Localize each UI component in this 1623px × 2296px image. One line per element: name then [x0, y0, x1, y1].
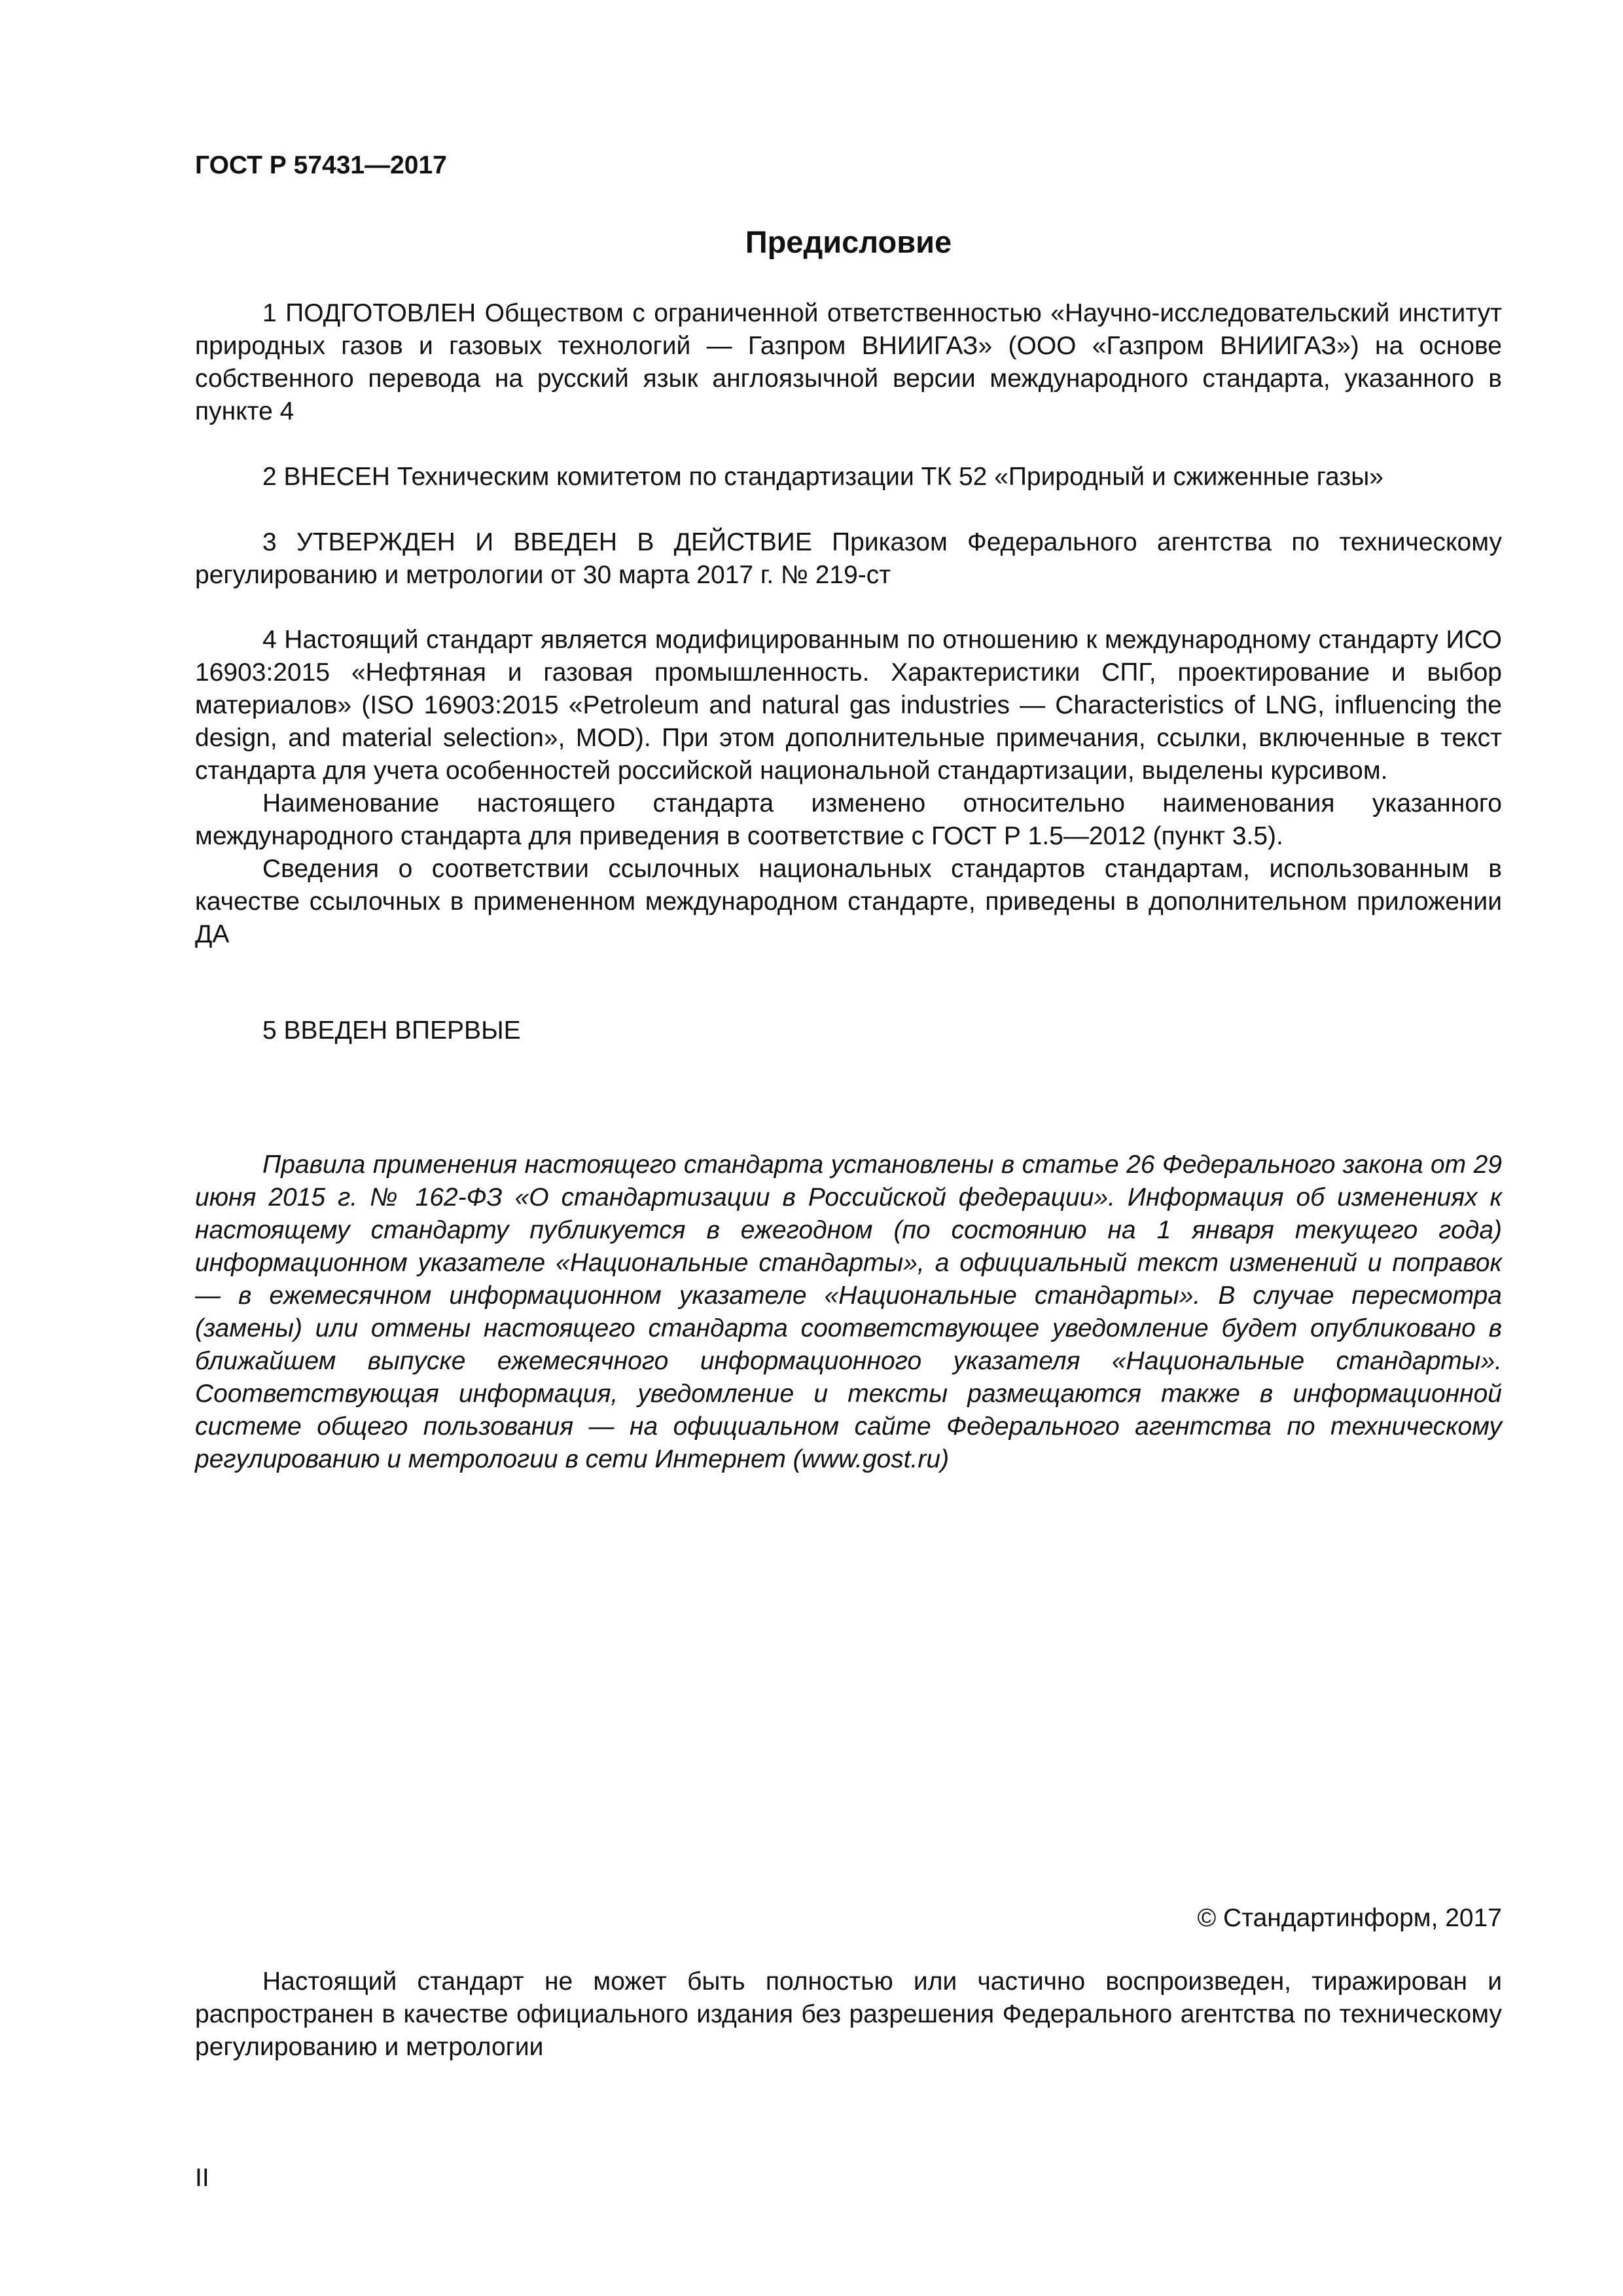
preface-item-1-text: 1 ПОДГОТОВЛЕН Обществом с ограниченной ответственностью «Научно-исследовательский институт природных газов и газовых технологий — Газпром ВНИИГАЗ» (ООО «Газпром ВНИИГАЗ») на основе собственного перевода на русский язык англоязычной версии международного стандарта, указанного в пункте 4: [195, 299, 1502, 425]
preface-item-3-text: 3 УТВЕРЖДЕН И ВВЕДЕН В ДЕЙСТВИЕ Приказом Федерального агентства по техническому регулированию и метрологии от 30 марта 2017 г. № 219-ст: [195, 528, 1502, 589]
document-header-id: ГОСТ Р 57431—2017: [195, 151, 447, 179]
preface-item-4-paragraph-3: Сведения о соответствии ссылочных национальных стандартов стандартам, использованным в качестве ссылочных в примененном международном стандарте, приведены в дополнительном приложении ДА: [195, 855, 1502, 948]
preface-item-2-text: 2 ВНЕСЕН Техническим комитетом по стандартизации ТК 52 «Природный и сжиженные газы»: [262, 463, 1383, 491]
preface-item-5-text: 5 ВВЕДЕН ВПЕРВЫЕ: [262, 1016, 521, 1045]
preface-item-4-text: 4 Настоящий стандарт является модифицированным по отношению к международному стандарту ИСО 16903:2015 «Нефтяная и газовая промышленность. Характеристики СПГ, проектирование и выбор материалов» (ISO 16903:2015 «Petroleum and natural gas industries — Characteristics of LNG, influencing the design, and material selection», MOD). При этом дополнительные примечания, ссылки, включенные в текст стандарта для учета особенностей российской национальной стандартизации, выделены курсивом.: [195, 626, 1502, 785]
preface-item-2: [195, 461, 1502, 493]
reproduction-notice-text: Настоящий стандарт не может быть полностью или частично воспроизведен, тиражирован и распространен в качестве официального издания без разрешения Федерального агентства по техническому регулированию и метрологии: [195, 1967, 1502, 2061]
preface-item-1: [195, 297, 1502, 428]
rules-notice: [195, 1149, 1502, 1476]
copyright-line: © Стандартинформ, 2017: [1197, 1904, 1502, 1932]
page-number: II: [195, 2164, 209, 2192]
rules-notice-text: Правила применения настоящего стандарта установлены в статье 26 Федерального закона от 29 июня 2015 г. № 162-ФЗ «О стандартизации в Российской федерации». Информация об изменениях к настоящему стандарту публикуется в ежегодном (по состоянию на 1 января текущего года) информационном указателе «Национальные стандарты», а официальный текст изменений и поправок — в ежемесячном информационном указателе «Национальные стандарты». В случае пересмотра (замены) или отмены настоящего стандарта соответствующее уведомление будет опубликовано в ближайшем выпуске ежемесячного информационного указателя «Национальные стандарты». Соответствующая информация, уведомление и тексты размещаются также в информационной системе общего пользования — на официальном сайте Федерального агентства по техническому регулированию и метрологии в сети Интернет (www.gost.ru): [195, 1151, 1502, 1473]
preface-item-5: [195, 1014, 1502, 1047]
preface-item-4: [195, 624, 1502, 951]
preface-item-3: [195, 526, 1502, 592]
page-title: Предисловие: [745, 224, 952, 259]
reproduction-notice: [195, 1965, 1502, 2064]
preface-item-4-paragraph-2: Наименование настоящего стандарта изменено относительно наименования указанного международного стандарта для приведения в соответствие с ГОСТ Р 1.5—2012 (пункт 3.5).: [195, 789, 1502, 850]
